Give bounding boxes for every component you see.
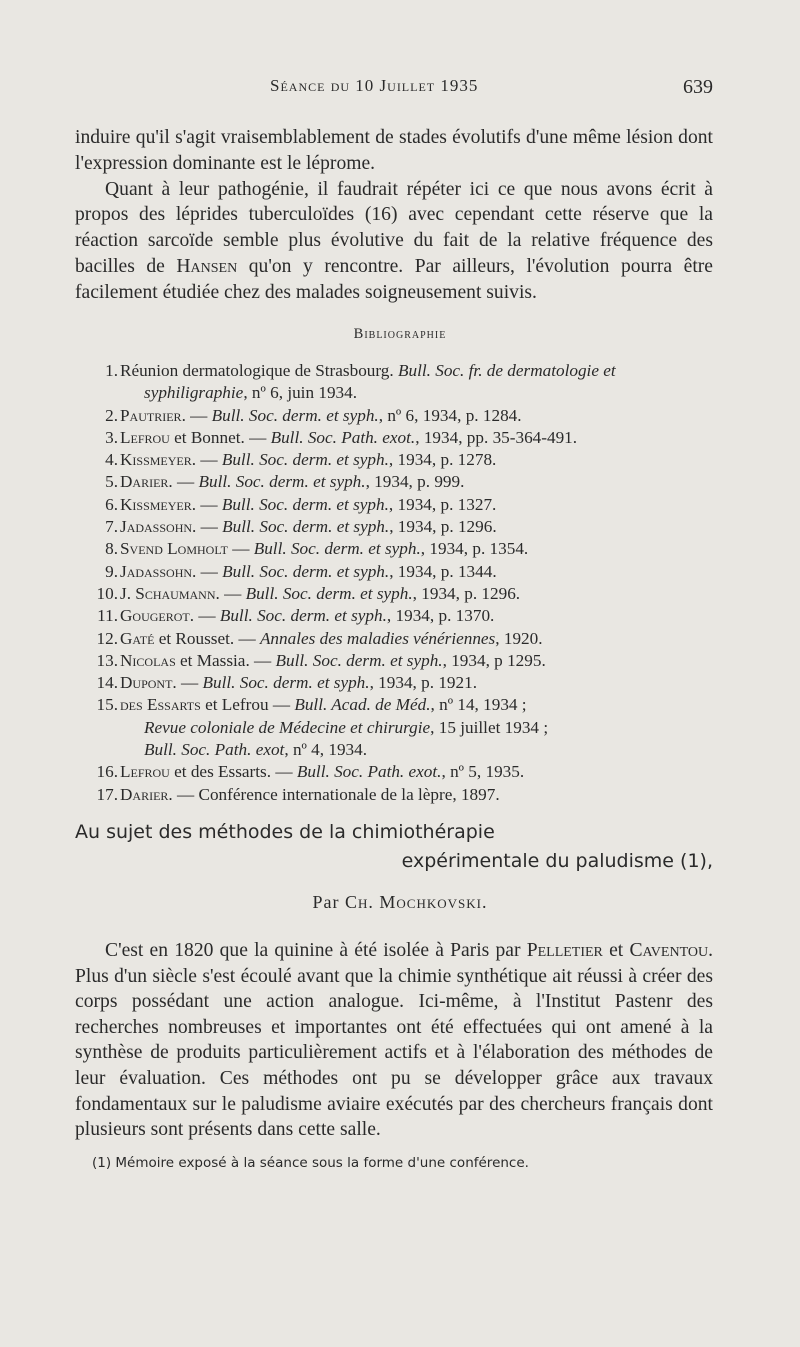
entry-number: 2.	[105, 405, 118, 425]
entry-text: . —	[192, 517, 223, 537]
entry-details: , nº 6, juin 1934.	[243, 383, 358, 403]
entry-journal: Bull. Soc. derm. et syph.	[245, 583, 413, 603]
bibliography-entry	[100, 516, 715, 538]
entry-text: . —	[189, 606, 220, 626]
entry-journal: Bull. Acad. de Méd.	[294, 695, 431, 715]
bibliography-entry	[96, 650, 715, 672]
entry-details: , nº 4, 1934.	[284, 740, 368, 760]
entry-author: Nicolas	[120, 650, 176, 670]
page-header	[0, 76, 800, 106]
entry-text: et des Essarts. —	[169, 762, 297, 782]
entry-number: 15.	[96, 695, 118, 715]
entry-text: . —	[168, 784, 199, 804]
entry-text: . —	[168, 472, 199, 492]
entry-journal: Bull. Soc. Path. exot	[144, 740, 285, 760]
entry-number: 12.	[96, 628, 118, 648]
bibliography-entry	[96, 694, 715, 716]
entry-text: Réunion dermatologique de Strasbourg.	[120, 361, 398, 380]
bibliography-entry	[100, 494, 715, 516]
entry-details: , nº 6, 1934, p. 1284.	[378, 405, 522, 425]
bibliography-list	[96, 360, 715, 806]
entry-journal: Bull. Soc. derm. et syph.	[221, 450, 389, 470]
entry-journal: Bull. Soc. derm. et syph.	[211, 405, 379, 425]
entry-number: 7.	[105, 517, 118, 537]
page-number: 639	[683, 76, 713, 98]
entry-details: , 1934, p. 1296.	[389, 517, 497, 537]
bibliography-entry	[100, 427, 715, 449]
entry-journal: Bull. Soc. derm. et syph.	[198, 472, 366, 492]
entry-details: , 15 juillet 1934 ;	[430, 717, 549, 737]
entry-author: Lefrou	[120, 762, 170, 782]
entry-number: 3.	[105, 427, 118, 447]
entry-author: Darier	[120, 472, 169, 492]
entry-number: 17.	[96, 784, 118, 804]
bibliography-entry-continuation	[100, 739, 715, 761]
entry-number: 10.	[96, 583, 118, 603]
entry-text: et Rousset. —	[154, 628, 260, 648]
bibliography-entry	[100, 471, 715, 493]
entry-text: . —	[192, 561, 223, 581]
entry-number: 14.	[96, 673, 118, 693]
entry-details: , 1934, p. 1327.	[388, 494, 497, 514]
bibliography-entry	[100, 561, 715, 583]
entry-number: 8.	[105, 539, 118, 559]
entry-journal: Bull. Soc. Path. exot.	[270, 427, 416, 447]
entry-journal: Bull. Soc. derm. et syph.	[275, 650, 443, 670]
bibliography-entry	[100, 405, 715, 427]
entry-author: Darier	[120, 784, 169, 804]
entry-details: , 1934, pp. 35-364-491.	[415, 427, 578, 447]
running-title: Séance du 10 Juillet 1935	[270, 76, 479, 95]
entry-journal: Bull. Soc. derm. et syph.	[221, 494, 389, 514]
entry-number: 1.	[105, 361, 118, 380]
article-body	[75, 938, 713, 1143]
entry-author: Gougerot	[120, 606, 190, 626]
entry-text: . —	[215, 583, 246, 603]
entry-text: . —	[191, 450, 222, 470]
article-paragraph: C'est en 1820 que la quinine à été isolée à Paris par Pelletier et Caventou. Plus d'un siècle s'est écoulé avant que la chimie synthétique ait réussi à créer des corps possédant une action analogue. Ici-même, à l'Institut Pastenr des recherches nombreuses et importantes ont été effectuées qui ont amené à la synthèse de produits particulièrement actifs et à l'élaboration des méthodes de leur évaluation. Ces méthodes ont pu se développer grâce aux travaux fondamentaux sur le paludisme aviaire exécutés par des chercheurs français dont plusieurs sont présents dans cette salle.	[75, 940, 714, 1141]
entry-details: , 1934, p. 1354.	[420, 539, 529, 559]
entry-text: . —	[181, 405, 212, 425]
bibliography-entry	[100, 360, 715, 405]
entry-number: 13.	[96, 650, 118, 670]
entry-details: , 1934, p. 1344.	[389, 561, 497, 581]
entry-journal: Bull. Soc. derm. et syph.	[253, 539, 421, 559]
entry-number: 16.	[96, 762, 118, 782]
article-byline: Par Ch. Mochkovski.	[312, 892, 488, 912]
entry-journal: Bull. Soc. fr. de dermatologie et syphiligraphie	[144, 361, 616, 403]
entry-author: Jadassohn	[120, 517, 193, 537]
intro-paragraph-1: induire qu'il s'agit vraisemblablement de stades évolutifs d'une même lésion dont l'expression dominante est le léprome.	[75, 127, 713, 174]
entry-journal: Bull. Soc. derm. et syph.	[219, 606, 387, 626]
author-name: Hansen	[176, 255, 238, 277]
entry-number: 4.	[105, 450, 118, 470]
article-title-line-2: expérimentale du paludisme (1),	[401, 850, 713, 872]
entry-journal: Annales des maladies vénériennes	[259, 628, 496, 648]
entry-journal: Bull. Soc. Path. exot.	[296, 762, 442, 782]
entry-author: des Essarts	[120, 695, 201, 715]
entry-author: Lefrou	[120, 427, 170, 447]
entry-number: 11.	[97, 606, 118, 626]
entry-author: Kissmeyer	[120, 494, 192, 514]
bibliography-entry	[96, 784, 715, 806]
entry-author: Svend Lomholt	[120, 539, 228, 559]
entry-author: Jadassohn	[120, 561, 193, 581]
entry-details: Conférence internationale de la lèpre, 1897.	[198, 784, 500, 804]
entry-details: , nº 5, 1935.	[441, 762, 525, 782]
entry-author: Pautrier	[120, 405, 182, 425]
bibliography-entry	[96, 672, 715, 694]
bibliography-entry	[96, 583, 715, 605]
entry-text: et Bonnet. —	[169, 427, 271, 447]
article-title	[75, 818, 715, 876]
article-title-line-1: Au sujet des méthodes de la chimiothérapie	[75, 821, 495, 843]
entry-journal: Bull. Soc. derm. et syph.	[222, 517, 390, 537]
entry-details: , 1920.	[495, 628, 543, 648]
entry-journal: Bull. Soc. derm. et syph.	[202, 673, 370, 693]
author-name: Caventou	[629, 940, 709, 961]
entry-text: . —	[191, 494, 222, 514]
entry-number: 6.	[105, 494, 118, 514]
entry-number: 5.	[105, 472, 118, 492]
intro-paragraph-2: Quant à leur pathogénie, il faudrait répéter ici ce que nous avons écrit à propos des léprides tuberculoïdes (16) avec cependant cette réserve que la réaction sarcoïde semble plus évolutive du fait de la relative fréquence des bacilles de Hansen qu'on y rencontre. Par ailleurs, l'évolution pourra être facilement étudiée chez des malades soigneusement suivis.	[75, 178, 713, 303]
entry-details: , 1934, p. 1370.	[386, 606, 495, 626]
intro-text	[75, 125, 713, 306]
bibliography-entry	[97, 605, 715, 627]
entry-text: et Lefrou —	[200, 695, 295, 715]
entry-journal: Revue coloniale de Médecine et chirurgie	[144, 717, 431, 737]
entry-author: J. Schaumann	[120, 583, 216, 603]
entry-author: Kissmeyer	[120, 450, 192, 470]
entry-text: —	[227, 539, 254, 559]
bibliography-entry	[100, 449, 715, 471]
entry-author: Gaté	[120, 628, 155, 648]
entry-number: 9.	[105, 561, 118, 581]
bibliography-title: Bibliographie	[353, 326, 447, 342]
footnote: (1) Mémoire exposé à la séance sous la forme d'une conférence.	[92, 1155, 529, 1171]
entry-details: , 1934, p. 1278.	[388, 450, 497, 470]
entry-author: Dupont	[120, 673, 173, 693]
entry-details: , 1934, p. 1921.	[369, 673, 477, 693]
entry-text: . —	[172, 673, 203, 693]
entry-details: , 1934, p. 1296.	[412, 583, 521, 603]
author-name: Pelletier	[526, 940, 603, 961]
entry-details: , 1934, p 1295.	[442, 650, 546, 670]
article-author: Ch. Mochkovski.	[345, 892, 488, 912]
bibliography-entry	[96, 761, 715, 783]
bibliography-entry	[100, 538, 715, 560]
entry-journal: Bull. Soc. derm. et syph.	[222, 561, 390, 581]
bibliography-entry-continuation	[100, 717, 715, 739]
bibliography-entry	[96, 628, 715, 650]
entry-details: , 1934, p. 999.	[365, 472, 465, 492]
entry-details: , nº 14, 1934 ;	[430, 695, 527, 715]
entry-text: et Massia. —	[175, 650, 276, 670]
